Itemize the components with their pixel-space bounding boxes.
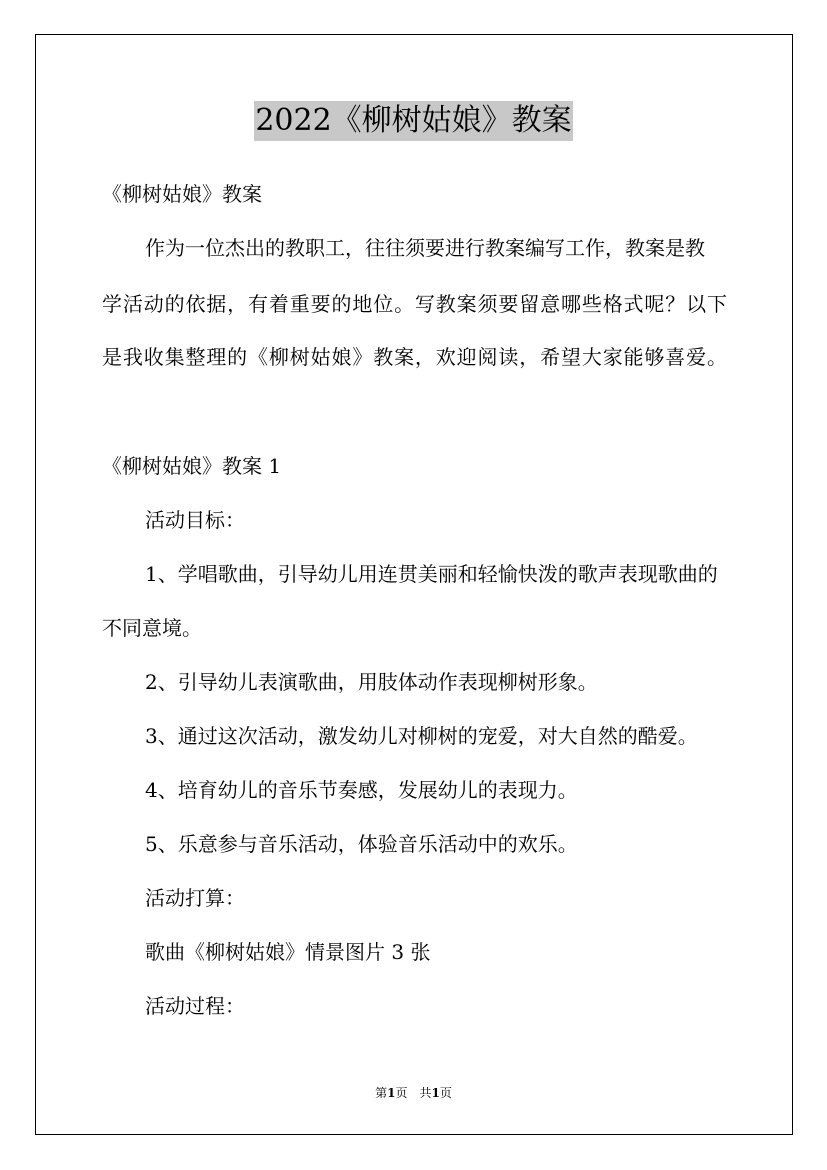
goal-5: 5、乐意参与音乐活动，体验音乐活动中的欢乐。 — [145, 832, 578, 856]
goals-label: 活动目标： — [145, 508, 245, 532]
section-heading: 《柳树姑娘》教案 1 — [102, 454, 282, 478]
goal-1-line-1: 1、学唱歌曲，引导幼儿用连贯美丽和轻愉快泼的歌声表现歌曲的 — [145, 562, 718, 586]
page-footer — [0, 1085, 827, 1101]
title-wrap — [0, 101, 827, 141]
footer-suffix: 页 — [439, 1086, 452, 1100]
footer-page-number: 1 — [387, 1086, 396, 1100]
footer-prefix: 第 — [375, 1086, 388, 1100]
process-label: 活动过程： — [145, 994, 245, 1018]
footer-mid: 页 共 — [395, 1086, 432, 1100]
document-title: 2022《柳树姑娘》教案 — [254, 101, 572, 141]
footer-total-pages: 1 — [431, 1086, 440, 1100]
intro-line-1: 作为一位杰出的教职工，往往须要进行教案编写工作，教案是教 — [145, 236, 705, 260]
prep-item: 歌曲《柳树姑娘》情景图片 3 张 — [145, 940, 431, 964]
goal-4: 4、培育幼儿的音乐节奏感，发展幼儿的表现力。 — [145, 778, 578, 802]
prep-label: 活动打算： — [145, 886, 245, 910]
document-subtitle: 《柳树姑娘》教案 — [102, 182, 262, 206]
intro-line-3: 是我收集整理的《柳树姑娘》教案，欢迎阅读，希望大家能够喜爱。 — [102, 345, 727, 369]
intro-line-2: 学活动的依据，有着重要的地位。写教案须要留意哪些格式呢？以下 — [102, 292, 727, 316]
goal-1-line-2: 不同意境。 — [102, 616, 202, 640]
goal-3: 3、通过这次活动，激发幼儿对柳树的宠爱，对大自然的酷爱。 — [145, 724, 698, 748]
goal-2: 2、引导幼儿表演歌曲，用肢体动作表现柳树形象。 — [145, 670, 598, 694]
